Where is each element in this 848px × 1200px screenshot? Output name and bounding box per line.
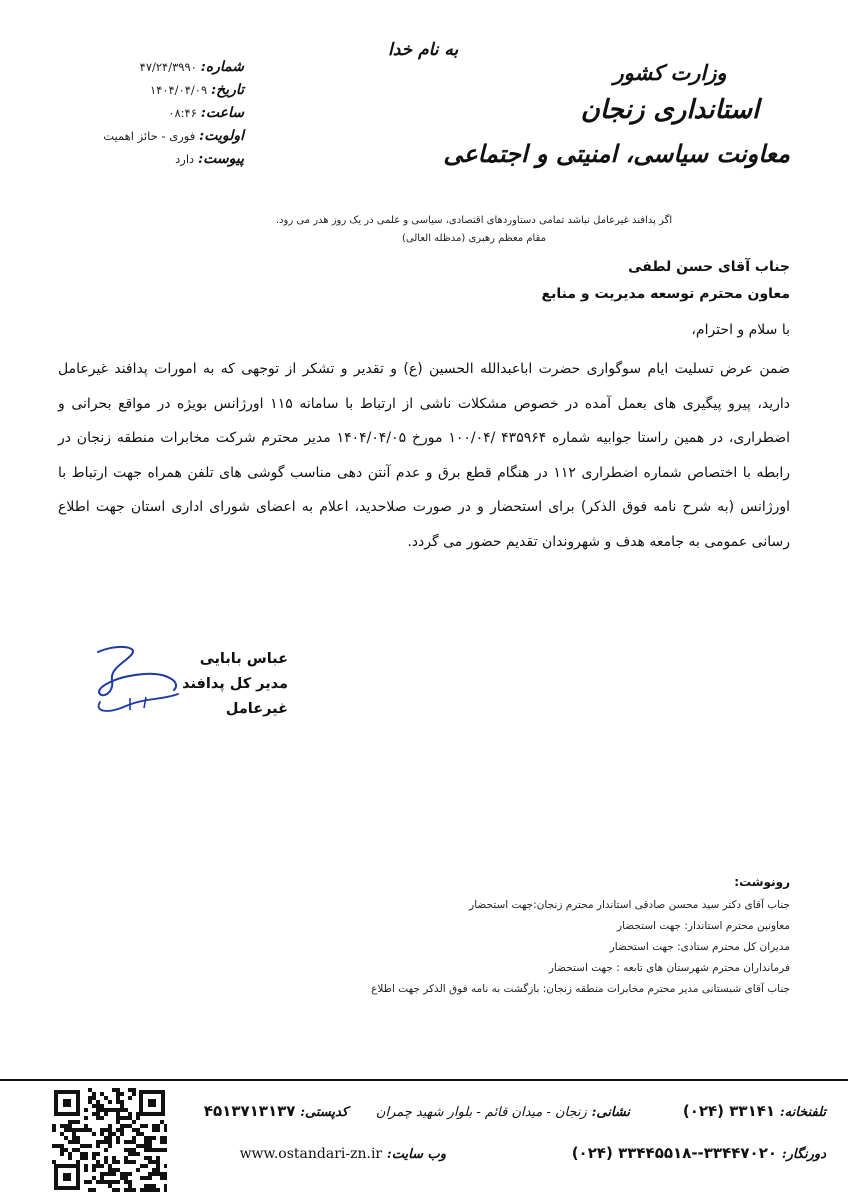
- meta-priority-label: اولویت:: [199, 128, 244, 144]
- meta-number-label: شماره:: [200, 59, 244, 75]
- address-value: زنجان - میدان قائم - بلوار شهید چمران: [375, 1105, 587, 1120]
- quote-text: اگر پدافند غیرعامل نباشد تمامی دستاوردهای اقتصادی، سیاسی و علمی در یک روز هدر می رود.: [275, 215, 673, 226]
- footer-postal: [204, 1098, 348, 1124]
- meta-number-value: ۴۷/۲۴/۳۹۹۰: [139, 60, 197, 74]
- meta-time-label: ساعت:: [200, 105, 244, 121]
- cc-item: فرمانداران محترم شهرستان های تابعه : جهت استحضار: [548, 962, 790, 974]
- footer-website: [240, 1140, 446, 1166]
- meta-priority: [94, 125, 244, 148]
- meta-attachment-value: دارد: [175, 152, 195, 166]
- footer-phone: [683, 1098, 826, 1124]
- cc-list: [290, 872, 790, 1000]
- cc-item: جناب آقای دکتر سید محسن صادقی استاندار محترم زنجان:جهت استحضار: [469, 899, 790, 911]
- footer-fax: [572, 1140, 826, 1166]
- postal-label: کدپستی:: [300, 1105, 348, 1120]
- phone-value: (۰۲۴) ۳۳۱۴۱: [682, 1102, 776, 1120]
- greeting: با سلام و احترام،: [691, 322, 790, 338]
- footer-divider: [0, 1079, 848, 1081]
- cc-item: معاونین محترم استاندار: جهت استحضار: [617, 920, 790, 932]
- signer-name: عباس بابایی: [199, 651, 288, 667]
- qr-code-icon: [52, 1088, 167, 1192]
- meta-attachment-label: پیوست:: [198, 151, 244, 167]
- meta-date-label: تاریخ:: [210, 82, 244, 98]
- signer-title: مدیر کل پدافند غیرعامل: [182, 676, 288, 717]
- recipient-title: معاون محترم توسعه مدیریت و منابع: [541, 286, 790, 302]
- website-label: وب سایت:: [386, 1147, 446, 1162]
- letterhead-ministry: [443, 60, 790, 168]
- meta-number: [94, 56, 244, 79]
- address-label: نشانی:: [591, 1105, 630, 1120]
- meta-date-value: ۱۴۰۴/۰۴/۰۹: [149, 83, 208, 97]
- fax-value: (۰۲۴) ۳۳۴۴۵۵۱۸--۳۳۴۴۷۰۲۰: [571, 1144, 778, 1162]
- governorate-name: استانداری زنجان: [580, 95, 760, 125]
- ministry-name: وزارت کشور: [613, 60, 727, 85]
- meta-date: [94, 79, 244, 102]
- meta-priority-value: فوری - حائز اهمیت: [103, 129, 196, 143]
- cc-item: مدیران کل محترم ستادی: جهت استحضار: [609, 941, 790, 953]
- meta-attachment: [94, 148, 244, 171]
- letter-body: ضمن عرض تسلیت ایام سوگواری حضرت اباعبدالله الحسین (ع) و تقدیر و تشکر از توجهی که به امورات پدافند غیرعامل دارید، پیرو پیگیری های بعمل آمده در خصوص مشکلات ناشی از ارتباط با سامانه ۱۱۵ اورژانس بویژه در مواقع بحرانی و اضطراری، در همین راستا جوابیه شماره ۴۳۵۹۶۴ /۱۰۰/۰۴ مورخ ۱۴۰۴/۰۴/۰۵ مدیر محترم شرکت مخابرات منطقه زنجان در رابطه با اختصاص شماره اضطراری ۱۱۲ در هنگام قطع برق و عدم آنتن دهی مناسب گوشی های تلفن همراه جهت ارتباط با اورژانس (به شرح نامه فوق الذکر) برای استحضار و در صورت صلاحدید، اعلام به اعضای شورای اداری استان جهت اطلاع رسانی عمومی به جامعه هدف و شهروندان تقدیم حضور می گردد.: [58, 361, 790, 550]
- postal-value: ۴۵۱۳۷۱۳۱۳۷: [203, 1102, 296, 1120]
- letter-meta: [94, 56, 244, 171]
- cc-title: رونوشت:: [734, 875, 790, 889]
- meta-time: [94, 102, 244, 125]
- phone-label: تلفنخانه:: [779, 1105, 826, 1120]
- footer-address: [376, 1098, 630, 1124]
- fax-label: دورنگار:: [781, 1147, 826, 1162]
- website-link[interactable]: www.ostandari-zn.ir: [239, 1146, 383, 1162]
- quote-author: مقام معظم رهبری (مدظله العالی): [402, 233, 546, 244]
- leader-quote: [224, 212, 724, 248]
- deputy-name: معاونت سیاسی، امنیتی و اجتماعی: [443, 139, 790, 168]
- recipient: [542, 254, 790, 308]
- signer-block: [118, 647, 288, 722]
- cc-item: جناب آقای شبستانی مدیر محترم مخابرات منطقه زنجان: بازگشت به نامه فوق الذکر جهت اطلاع: [371, 983, 790, 995]
- meta-time-value: ۰۸:۴۶: [168, 106, 197, 120]
- recipient-name: جناب آقای حسن لطفی: [628, 259, 790, 275]
- basmala: به نام خدا: [388, 40, 459, 60]
